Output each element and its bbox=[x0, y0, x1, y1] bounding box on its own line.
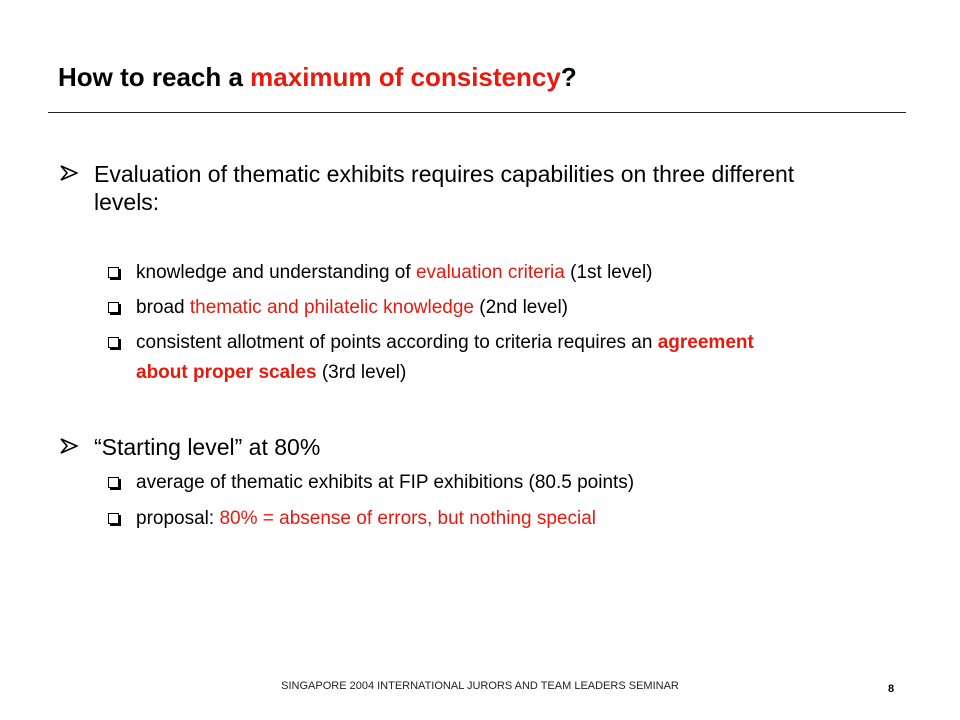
title-divider bbox=[48, 112, 906, 113]
checkbox-bullet-icon bbox=[108, 477, 119, 488]
sub-bullet-item bbox=[108, 258, 828, 288]
bullet-text: “Starting level” at 80% bbox=[94, 434, 321, 460]
bullet-text: Evaluation of thematic exhibits requires capabilities on three different levels: bbox=[94, 161, 795, 215]
sub-bullet-text: knowledge and understanding of bbox=[136, 262, 416, 283]
sub-bullet-highlight: agreement about proper scales bbox=[136, 332, 754, 383]
sub-bullet-text: average of thematic exhibits at FIP exhibitions (80.5 points) bbox=[136, 472, 635, 493]
sub-bullet-highlight: evaluation criteria bbox=[415, 262, 565, 283]
checkbox-bullet-icon bbox=[108, 513, 119, 524]
sub-bullet-suffix: (3rd level) bbox=[316, 362, 407, 383]
checkbox-bullet-icon bbox=[108, 337, 119, 348]
slide-footer: SINGAPORE 2004 INTERNATIONAL JURORS AND TEAM LEADERS SEMINAR bbox=[281, 680, 679, 692]
title-text: How to reach a bbox=[58, 62, 251, 92]
sub-bullet-text: proposal: bbox=[136, 508, 220, 529]
sub-bullet-item bbox=[108, 293, 828, 323]
title-end: ? bbox=[560, 62, 577, 92]
bullet-item bbox=[60, 160, 840, 216]
sub-bullet-text: consistent allotment of points according to criteria requires an bbox=[136, 332, 658, 353]
sub-bullet-highlight: thematic and philatelic knowledge bbox=[189, 297, 474, 318]
arrowhead-bullet-icon bbox=[60, 433, 82, 454]
slide-title bbox=[58, 62, 577, 93]
page-number: 8 bbox=[888, 683, 895, 695]
sub-bullet-text: broad bbox=[136, 297, 190, 318]
sub-bullet-suffix: (1st level) bbox=[564, 262, 653, 283]
bullet-item bbox=[60, 433, 840, 461]
sub-bullet-item bbox=[108, 328, 808, 388]
checkbox-bullet-icon bbox=[108, 302, 119, 313]
sub-bullet-item bbox=[108, 468, 828, 498]
checkbox-bullet-icon bbox=[108, 267, 119, 278]
arrowhead-bullet-icon bbox=[60, 160, 82, 181]
title-highlight: maximum of consistency bbox=[250, 62, 561, 92]
sub-bullet-highlight: 80% = absense of errors, but nothing special bbox=[219, 508, 596, 529]
sub-bullet-suffix: (2nd level) bbox=[474, 297, 568, 318]
sub-bullet-item bbox=[108, 504, 828, 534]
